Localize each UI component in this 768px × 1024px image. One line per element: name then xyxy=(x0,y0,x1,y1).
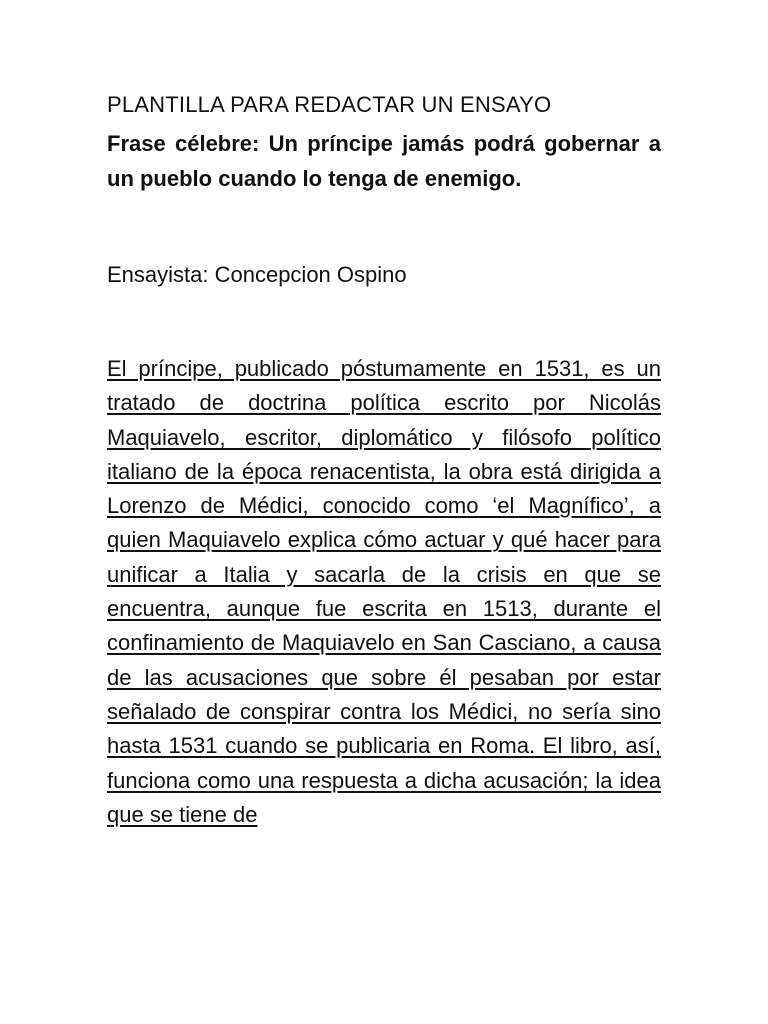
essay-body xyxy=(107,352,661,832)
famous-quote: Frase célebre: Un príncipe jamás podrá gobernar a un pueblo cuando lo tenga de enemigo. xyxy=(107,131,661,191)
body-part-1: El príncipe, publicado póstumamente en 1531, es un tratado de doctrina política escrito por Nicolás Maquiavelo, escritor, diplomático y filósofo político italiano de la época renacentista, xyxy=(107,356,661,484)
essay-author: Ensayista: Concepcion Ospino xyxy=(107,262,407,287)
document-page xyxy=(107,88,661,854)
body-part-2: l xyxy=(435,458,449,484)
body-part-3: a obra está dirigida a Lorenzo de Médici, conocido como ‘el Magnífico’, a quien Maquiavelo explica cómo actuar y qué hacer para unificar a Italia y sacarla de la crisis en que se encuentra, aunque fue escrita en 1513, durante el confinamiento de Maquiavelo en San Casciano, a causa de las acusaciones que sobre él pesaban por estar señalado de conspirar contra los Médici, no sería sino hasta 1531 cuando se publicaria en Roma. El libro, así, funciona como una respuesta a dicha acusación; la idea que se tiene de xyxy=(107,458,661,827)
document-title: PLANTILLA PARA REDACTAR UN ENSAYO xyxy=(107,92,552,117)
